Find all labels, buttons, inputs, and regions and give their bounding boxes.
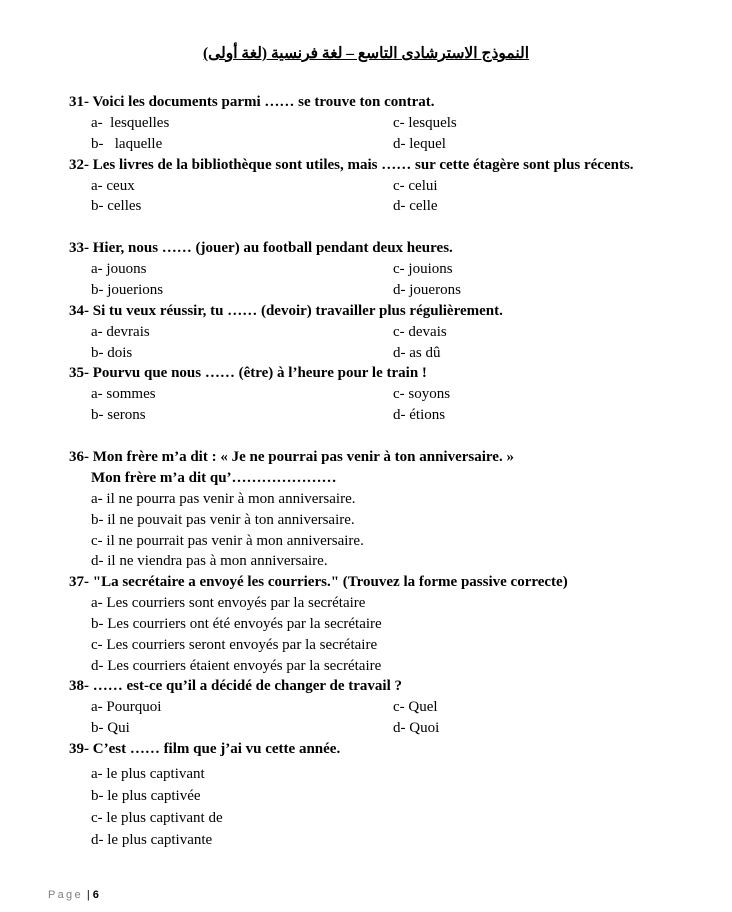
question-text: - Pourvu que nous …… (être) à l’heure pour le train ! xyxy=(84,365,427,382)
option-d: d- celle xyxy=(393,198,438,215)
question-text: - Les livres de la bibliothèque sont utiles, mais …… sur cette étagère sont plus récents. xyxy=(84,156,634,173)
option-grid xyxy=(69,322,669,364)
option-c: c- lesquels xyxy=(393,115,457,131)
option-b: b- celles xyxy=(91,198,142,215)
question-number: 33 xyxy=(69,240,84,257)
footer-separator: | xyxy=(86,889,90,901)
option-b: b- le plus captivée xyxy=(91,787,201,804)
option-grid xyxy=(69,176,669,218)
option-c: c- celui xyxy=(393,177,438,194)
question-36 xyxy=(69,447,669,572)
question-text: - C’est …… film que j’ai vu cette année. xyxy=(84,740,341,757)
option-b: b- il ne pouvait pas venir à ton anniversaire. xyxy=(91,511,355,528)
option-a: a- le plus captivant xyxy=(91,765,205,782)
question-number: 37 xyxy=(69,574,84,591)
question-text: - Si tu veux réussir, tu …… (devoir) travailler plus régulièrement. xyxy=(84,302,503,319)
option-a: a- jouons xyxy=(91,261,147,278)
question-38 xyxy=(69,676,669,739)
question-number: 35 xyxy=(69,365,84,382)
question-32 xyxy=(69,155,669,218)
question-text-continued: Mon frère m’a dit qu’………………… xyxy=(91,469,337,486)
question-number: 34 xyxy=(69,302,84,319)
option-c: c- Les courriers seront envoyés par la secrétaire xyxy=(91,636,378,653)
option-a: a- Les courriers sont envoyés par la secrétaire xyxy=(91,595,366,612)
option-d: d- Quoi xyxy=(393,720,440,737)
spacer xyxy=(69,217,669,238)
question-text: - …… est-ce qu’il a décidé de changer de travail ? xyxy=(84,678,403,695)
question-37 xyxy=(69,572,669,676)
option-c: c- jouions xyxy=(393,261,453,278)
spacer xyxy=(69,426,669,447)
page-footer xyxy=(48,889,99,901)
option-b: b- laquelle xyxy=(91,135,163,152)
option-a: a- devrais xyxy=(91,323,150,340)
option-a: a- il ne pourra pas venir à mon anniversaire. xyxy=(91,490,356,507)
option-c: c- il ne pourrait pas venir à mon anniversaire. xyxy=(91,532,364,549)
page-label: Page xyxy=(48,889,83,901)
option-d: d- as dû xyxy=(393,344,441,361)
question-list xyxy=(69,92,669,851)
question-number: 32 xyxy=(69,156,84,173)
page-number: 6 xyxy=(92,889,99,901)
question-31 xyxy=(69,92,669,155)
option-grid xyxy=(69,697,669,739)
question-39 xyxy=(69,739,669,851)
option-d: d- il ne viendra pas à mon anniversaire. xyxy=(91,553,328,570)
option-a: a- sommes xyxy=(91,386,156,403)
question-35 xyxy=(69,363,669,426)
question-33 xyxy=(69,238,669,301)
option-c: c- Quel xyxy=(393,699,438,716)
option-grid xyxy=(69,113,669,155)
option-grid xyxy=(69,259,669,301)
option-b: b- dois xyxy=(91,344,133,361)
option-d: d- le plus captivante xyxy=(91,831,213,848)
question-text: - "La secrétaire a envoyé les courriers." (Trouvez la forme passive correcte) xyxy=(84,574,568,591)
option-d: d- jouerons xyxy=(393,281,461,298)
question-number: 36 xyxy=(69,448,84,465)
option-d: d- lequel xyxy=(393,135,446,152)
option-a: a- lesquelles xyxy=(91,115,170,131)
option-list xyxy=(69,763,669,851)
option-grid xyxy=(69,384,669,426)
option-list xyxy=(69,489,669,572)
question-number: 39 xyxy=(69,740,84,757)
option-a: a- Pourquoi xyxy=(91,699,162,716)
question-text: - Voici les documents parmi …… se trouve ton contrat. xyxy=(84,94,435,110)
question-34 xyxy=(69,301,669,364)
option-a: a- ceux xyxy=(91,177,135,194)
question-text: - Hier, nous …… (jouer) au football pendant deux heures. xyxy=(84,240,453,257)
option-d: d- étions xyxy=(393,407,446,424)
option-b: b- serons xyxy=(91,407,146,424)
question-text: - Mon frère m’a dit : « Je ne pourrai pas venir à ton anniversaire. » xyxy=(84,448,514,465)
question-number: 31 xyxy=(69,94,84,110)
option-d: d- Les courriers étaient envoyés par la secrétaire xyxy=(91,657,382,674)
question-number: 38 xyxy=(69,678,84,695)
option-b: b- Les courriers ont été envoyés par la secrétaire xyxy=(91,615,382,632)
option-c: c- le plus captivant de xyxy=(91,809,223,826)
option-b: b- Qui xyxy=(91,720,130,737)
option-c: c- devais xyxy=(393,323,447,340)
option-c: c- soyons xyxy=(393,386,451,403)
option-list xyxy=(69,593,669,676)
page-title: النموذج الاسترشادى التاسع – لغة فرنسية (لغة أولى) xyxy=(202,45,530,62)
option-b: b- jouerions xyxy=(91,281,164,298)
